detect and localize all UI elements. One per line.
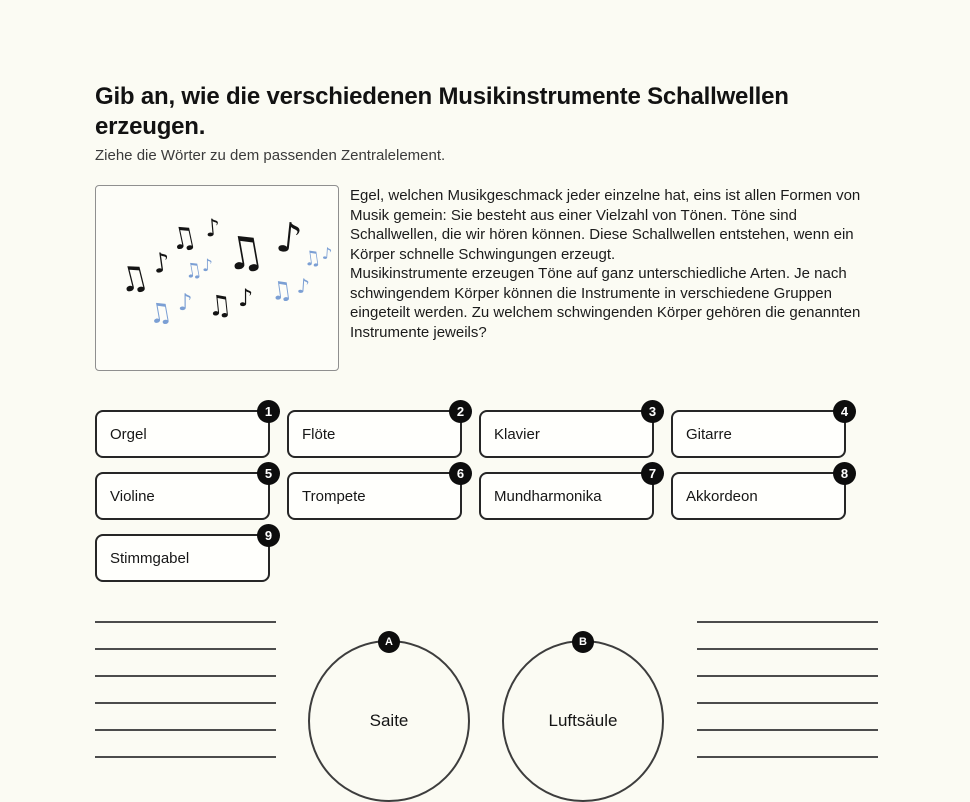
music-note-icon: ♫ bbox=[268, 274, 295, 307]
draggable-trompete[interactable] bbox=[287, 466, 465, 520]
draggable-floete[interactable] bbox=[287, 404, 465, 458]
ruled-line bbox=[95, 675, 276, 677]
draggable-mundharmonika[interactable] bbox=[479, 466, 657, 520]
draggable-label: Klavier bbox=[494, 425, 540, 443]
letter-badge: A bbox=[378, 631, 400, 653]
number-badge: 5 bbox=[257, 462, 280, 485]
music-note-icon: ♪ bbox=[178, 290, 193, 316]
music-notes-image bbox=[95, 185, 339, 371]
ruled-line bbox=[697, 621, 878, 623]
music-note-icon: ♪ bbox=[273, 212, 305, 264]
number-badge: 1 bbox=[257, 400, 280, 423]
number-badge: 6 bbox=[449, 462, 472, 485]
music-note-icon: ♪ bbox=[238, 284, 254, 312]
number-badge: 9 bbox=[257, 524, 280, 547]
draggable-label: Gitarre bbox=[686, 425, 732, 443]
ruled-lines-left bbox=[95, 621, 276, 783]
music-note-icon: ♪ bbox=[202, 256, 213, 276]
ruled-lines-right bbox=[697, 621, 878, 783]
number-badge: 2 bbox=[449, 400, 472, 423]
draggable-violine[interactable] bbox=[95, 466, 273, 520]
dropzone-label: Luftsäule bbox=[548, 711, 618, 730]
page-title: Gib an, wie die verschiedenen Musikinstrumente Schallwellen erzeugen. bbox=[95, 83, 789, 140]
dropzone-saite[interactable] bbox=[308, 636, 470, 802]
ruled-line bbox=[95, 702, 276, 704]
ruled-line bbox=[697, 756, 878, 758]
draggable-label: Trompete bbox=[302, 487, 366, 505]
music-note-icon: ♫ bbox=[182, 256, 204, 284]
ruled-line bbox=[697, 729, 878, 731]
ruled-line bbox=[95, 756, 276, 758]
draggable-label: Flöte bbox=[302, 425, 336, 443]
dropzone-luftsaeule[interactable] bbox=[502, 636, 664, 802]
ruled-line bbox=[697, 675, 878, 677]
ruled-line bbox=[95, 648, 276, 650]
number-badge: 8 bbox=[833, 462, 856, 485]
letter-badge: B bbox=[572, 631, 594, 653]
intro-paragraph-2: Musikinstrumente erzeugen Töne auf ganz unterschiedliche Arten. Je nach schwingendem Körper können die Instrumente in verschiedene Gruppen eingeteilt werden. Zu welchem schwingenden Körper gehören die genannten Instrumente jeweils? bbox=[350, 265, 861, 341]
ruled-line bbox=[95, 621, 276, 623]
draggable-label: Akkordeon bbox=[686, 487, 758, 505]
draggable-gitarre[interactable] bbox=[671, 404, 849, 458]
draggable-stimmgabel[interactable] bbox=[95, 528, 273, 582]
draggable-label: Violine bbox=[110, 487, 155, 505]
number-badge: 7 bbox=[641, 462, 664, 485]
intro-paragraph-1: Egel, welchen Musikgeschmack jeder einzelne hat, eins ist allen Formen von Musik gemein: Sie besteht aus einer Vielzahl von Tönen. Töne sind Schallwellen, die wir hören können. Diese Schallwellen entstehen, wenn ein Körper schnelle Schwingungen erzeugt. bbox=[350, 187, 861, 263]
music-note-icon: ♫ bbox=[219, 222, 269, 283]
music-note-icon: ♪ bbox=[203, 213, 222, 243]
ruled-line bbox=[697, 648, 878, 650]
draggable-klavier[interactable] bbox=[479, 404, 657, 458]
music-note-icon: ♫ bbox=[113, 255, 153, 303]
music-note-icon: ♪ bbox=[296, 273, 311, 299]
music-note-icon: ♪ bbox=[321, 243, 333, 264]
draggable-label: Stimmgabel bbox=[110, 549, 190, 567]
number-badge: 3 bbox=[641, 400, 664, 423]
ruled-line bbox=[697, 702, 878, 704]
music-note-icon: ♫ bbox=[301, 244, 323, 272]
music-note-icon: ♫ bbox=[205, 287, 234, 324]
draggable-label: Orgel bbox=[110, 425, 147, 443]
ruled-line bbox=[95, 729, 276, 731]
dropzone-label: Saite bbox=[369, 711, 409, 730]
intro-text bbox=[350, 186, 887, 342]
music-note-icon: ♫ bbox=[166, 218, 201, 259]
draggable-words bbox=[95, 404, 849, 582]
music-note-icon: ♫ bbox=[145, 296, 175, 331]
draggable-orgel[interactable] bbox=[95, 404, 273, 458]
music-note-icon: ♪ bbox=[150, 246, 173, 281]
number-badge: 4 bbox=[833, 400, 856, 423]
draggable-label: Mundharmonika bbox=[494, 487, 602, 505]
task-instruction: Ziehe die Wörter zu dem passenden Zentralelement. bbox=[95, 147, 446, 164]
draggable-akkordeon[interactable] bbox=[671, 466, 849, 520]
